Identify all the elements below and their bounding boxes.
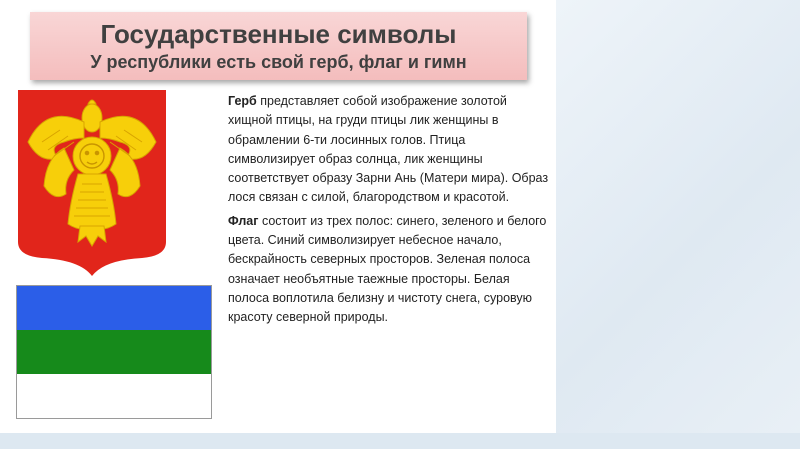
term-gerb: Герб bbox=[228, 94, 257, 108]
slide-title: Государственные символы bbox=[100, 19, 457, 49]
flag-stripe-blue bbox=[17, 286, 211, 330]
term-flag: Флаг bbox=[228, 213, 259, 228]
title-box bbox=[30, 12, 527, 80]
background-bottom-bar bbox=[0, 433, 800, 449]
flag-stripe-green bbox=[17, 330, 211, 374]
text-flag: состоит из трех полос: синего, зеленого и белого цвета. Синий символизирует небесное начало, бескрайность северных просторов. Зеленая полоса означает необъятные таежные просторы. Белая полоса воплотила белизну и чистоту снега, суровую красоту северной природы. bbox=[228, 213, 547, 325]
slide-subtitle: У республики есть свой герб, флаг и гимн bbox=[90, 52, 467, 72]
coat-of-arms-image bbox=[18, 90, 166, 276]
flag-stripe-white bbox=[17, 374, 211, 418]
paragraph-flag bbox=[228, 212, 550, 328]
komi-flag bbox=[16, 285, 212, 419]
paragraph-gerb bbox=[228, 92, 550, 208]
text-gerb: представляет собой изображение золотой хищной птицы, на груди птицы лик женщины в обрамлении 6-ти лосинных голов. Птица символизирует образ солнца, лик женщины соответствует образу Зарни Ань (Матери мира). Образ лося связан с силой, благородством и красотой. bbox=[228, 94, 549, 205]
description-text bbox=[228, 92, 550, 332]
background-panel bbox=[556, 0, 800, 449]
